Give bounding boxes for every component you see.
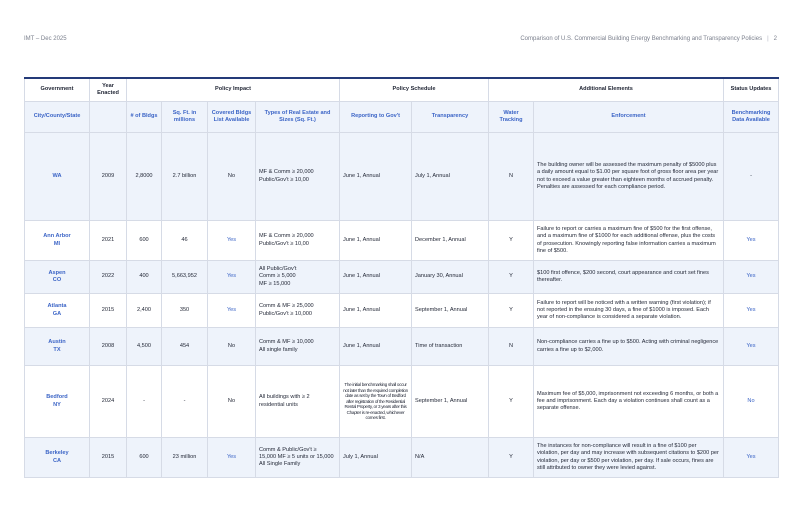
table-row	[25, 133, 779, 221]
cell-sqft: 46	[162, 221, 208, 261]
cell-covered-list: Yes	[208, 261, 256, 294]
city-name: Berkeley	[45, 450, 69, 457]
city-name: Ann Arbor	[43, 233, 71, 240]
cell-water: N	[489, 133, 534, 221]
state-name: NY	[53, 401, 61, 408]
cell-enforcement: The building owner will be assessed the maximum penalty of $5000 plus a daily amount equal to $1.00 per square foot of gross floor area per year not to exceed a value greater than eighteen months of accrued penalty. Penalties are assessed for each compliance period.	[534, 133, 724, 221]
cell-enforcement: $100 first offence, $200 second, court appearance and court set fines thereafter.	[534, 261, 724, 294]
cell-enforcement: Non-compliance carries a fine up to $500. Acting with criminal negligence carries a fine up to $2,000.	[534, 328, 724, 366]
page-header-right	[520, 36, 777, 42]
cell-reporting: The initial benchmarking shall occur not later than the required completion date as set by the Town of Bedford after registration of the Residential Rental Property, or 3 years after this Chapter is re-enacted, whichever comes first.	[340, 366, 412, 438]
subheader-reporting: Reporting to Gov't	[340, 102, 412, 133]
cell-covered-list: No	[208, 133, 256, 221]
cell-year: 2008	[90, 328, 127, 366]
cell-benchmarking: Yes	[724, 221, 779, 261]
cell-government	[25, 221, 90, 261]
cell-reporting: June 1, Annual	[340, 221, 412, 261]
cell-sqft: 2.7 billion	[162, 133, 208, 221]
subheader-num-bldgs: # of Bldgs	[127, 102, 162, 133]
cell-types: All buildings with ≥ 2 residential units	[256, 366, 340, 438]
table-row	[25, 328, 779, 366]
header-policy-impact: Policy Impact	[127, 78, 340, 102]
cell-reporting: June 1, Annual	[340, 294, 412, 328]
subheader-sqft: Sq. Ft. in millions	[162, 102, 208, 133]
cell-reporting: June 1, Annual	[340, 133, 412, 221]
cell-transparency: July 1, Annual	[412, 133, 489, 221]
header-year-enacted: Year Enacted	[90, 78, 127, 102]
cell-covered-list: Yes	[208, 294, 256, 328]
cell-sqft: 350	[162, 294, 208, 328]
subheader-covered-list: Covered Bldgs List Available	[208, 102, 256, 133]
state-name: MI	[53, 240, 61, 247]
cell-sqft: 23 million	[162, 438, 208, 478]
state-name: TX	[53, 346, 61, 353]
cell-num-bldgs: -	[127, 366, 162, 438]
header-government: Government	[25, 78, 90, 102]
cell-benchmarking: Yes	[724, 328, 779, 366]
cell-benchmarking: Yes	[724, 438, 779, 478]
cell-water: Y	[489, 366, 534, 438]
subheader-city: City/County/State	[25, 102, 90, 133]
cell-covered-list: No	[208, 366, 256, 438]
cell-year: 2024	[90, 366, 127, 438]
subheader-transparency: Transparency	[412, 102, 489, 133]
cell-year: 2009	[90, 133, 127, 221]
cell-covered-list: Yes	[208, 438, 256, 478]
cell-year: 2015	[90, 438, 127, 478]
cell-water: Y	[489, 221, 534, 261]
cell-enforcement: Maximum fee of $5,000, imprisonment not exceeding 6 months, or both a fee and imprisonment. Each day a violation continues shall count as a separate offense.	[534, 366, 724, 438]
city-name: Atlanta	[47, 303, 67, 310]
cell-government	[25, 294, 90, 328]
cell-num-bldgs: 2,8000	[127, 133, 162, 221]
cell-reporting: June 1, Annual	[340, 261, 412, 294]
cell-sqft: 454	[162, 328, 208, 366]
cell-transparency: September 1, Annual	[412, 366, 489, 438]
subheader-water: Water Tracking	[489, 102, 534, 133]
cell-transparency: December 1, Annual	[412, 221, 489, 261]
cell-enforcement: Failure to report will be noticed with a written warning (first violation); if not reported in the ensuing 30 days, a fine of $1000 is imposed. Each year of non-compliance is considered a separate violation.	[534, 294, 724, 328]
header-separator: |	[767, 36, 769, 42]
subheader-benchmarking: Benchmarking Data Available	[724, 102, 779, 133]
page-header-left: IMT – Dec 2025	[24, 36, 67, 42]
cell-types: All Public/Gov't Comm ≥ 5,000 MF ≥ 15,000	[256, 261, 340, 294]
city-name: Bedford	[46, 394, 68, 401]
page-number: 2	[773, 36, 777, 42]
cell-government	[25, 366, 90, 438]
cell-num-bldgs: 600	[127, 221, 162, 261]
cell-enforcement: The instances for non-compliance will result in a fine of $100 per violation, per day and may increase with subsequent citations to $200 per violation, per day or $500 per violation, per day. If sale occurs, fines are still attributed to owner they were levied against.	[534, 438, 724, 478]
cell-sqft: 5,663,952	[162, 261, 208, 294]
cell-benchmarking: Yes	[724, 294, 779, 328]
cell-covered-list: No	[208, 328, 256, 366]
state-name: GA	[52, 310, 62, 317]
cell-transparency: September 1, Annual	[412, 294, 489, 328]
cell-benchmarking: -	[724, 133, 779, 221]
cell-reporting: June 1, Annual	[340, 328, 412, 366]
cell-reporting: July 1, Annual	[340, 438, 412, 478]
cell-num-bldgs: 400	[127, 261, 162, 294]
table-row	[25, 366, 779, 438]
cell-government	[25, 261, 90, 294]
header-status-updates: Status Updates	[724, 78, 779, 102]
cell-benchmarking: No	[724, 366, 779, 438]
cell-sqft: -	[162, 366, 208, 438]
cell-government	[25, 328, 90, 366]
cell-types: Comm & MF ≥ 10,000 All single family	[256, 328, 340, 366]
cell-covered-list: Yes	[208, 221, 256, 261]
cell-government	[25, 438, 90, 478]
cell-transparency: January 30, Annual	[412, 261, 489, 294]
header-policy-schedule: Policy Schedule	[340, 78, 489, 102]
cell-types: Comm & MF ≥ 25,000 Public/Gov't ≥ 10,000	[256, 294, 340, 328]
city-name: WA	[52, 172, 62, 179]
table-row	[25, 438, 779, 478]
subheader-year	[90, 102, 127, 133]
cell-types: MF & Comm ≥ 20,000 Public/Gov't ≥ 10,00	[256, 133, 340, 221]
city-name: Aspen	[48, 269, 66, 276]
city-name: Austin	[48, 339, 66, 346]
policy-comparison-table	[24, 77, 779, 478]
table-row	[25, 221, 779, 261]
header-additional-elements: Additional Elements	[489, 78, 724, 102]
cell-water: Y	[489, 294, 534, 328]
cell-enforcement: Failure to report or carries a maximum fine of $500 for the first offense, and a maximum fine of $1000 for each additional offense, plus the costs of prosecution. Knowingly reporting false information carries a maximum fine of $500.	[534, 221, 724, 261]
table-row	[25, 261, 779, 294]
cell-types: Comm & Public/Gov't ≥ 15,000 MF ≥ 5 units or 15,000 All Single Family	[256, 438, 340, 478]
cell-types: MF & Comm ≥ 20,000 Public/Gov't ≥ 10,00	[256, 221, 340, 261]
cell-transparency: Time of transaction	[412, 328, 489, 366]
cell-num-bldgs: 2,400	[127, 294, 162, 328]
cell-water: Y	[489, 261, 534, 294]
cell-year: 2021	[90, 221, 127, 261]
cell-water: N	[489, 328, 534, 366]
cell-num-bldgs: 4,500	[127, 328, 162, 366]
state-name: CO	[52, 277, 62, 283]
cell-year: 2022	[90, 261, 127, 294]
table-row	[25, 294, 779, 328]
cell-transparency: N/A	[412, 438, 489, 478]
state-name: CA	[52, 457, 62, 464]
cell-water: Y	[489, 438, 534, 478]
cell-government	[25, 133, 90, 221]
cell-year: 2015	[90, 294, 127, 328]
cell-benchmarking: Yes	[724, 261, 779, 294]
subheader-enforcement: Enforcement	[534, 102, 724, 133]
document-title: Comparison of U.S. Commercial Building Energy Benchmarking and Transparency Policies	[520, 36, 763, 42]
subheader-types: Types of Real Estate and Sizes (Sq. Ft.)	[256, 102, 340, 133]
cell-num-bldgs: 600	[127, 438, 162, 478]
